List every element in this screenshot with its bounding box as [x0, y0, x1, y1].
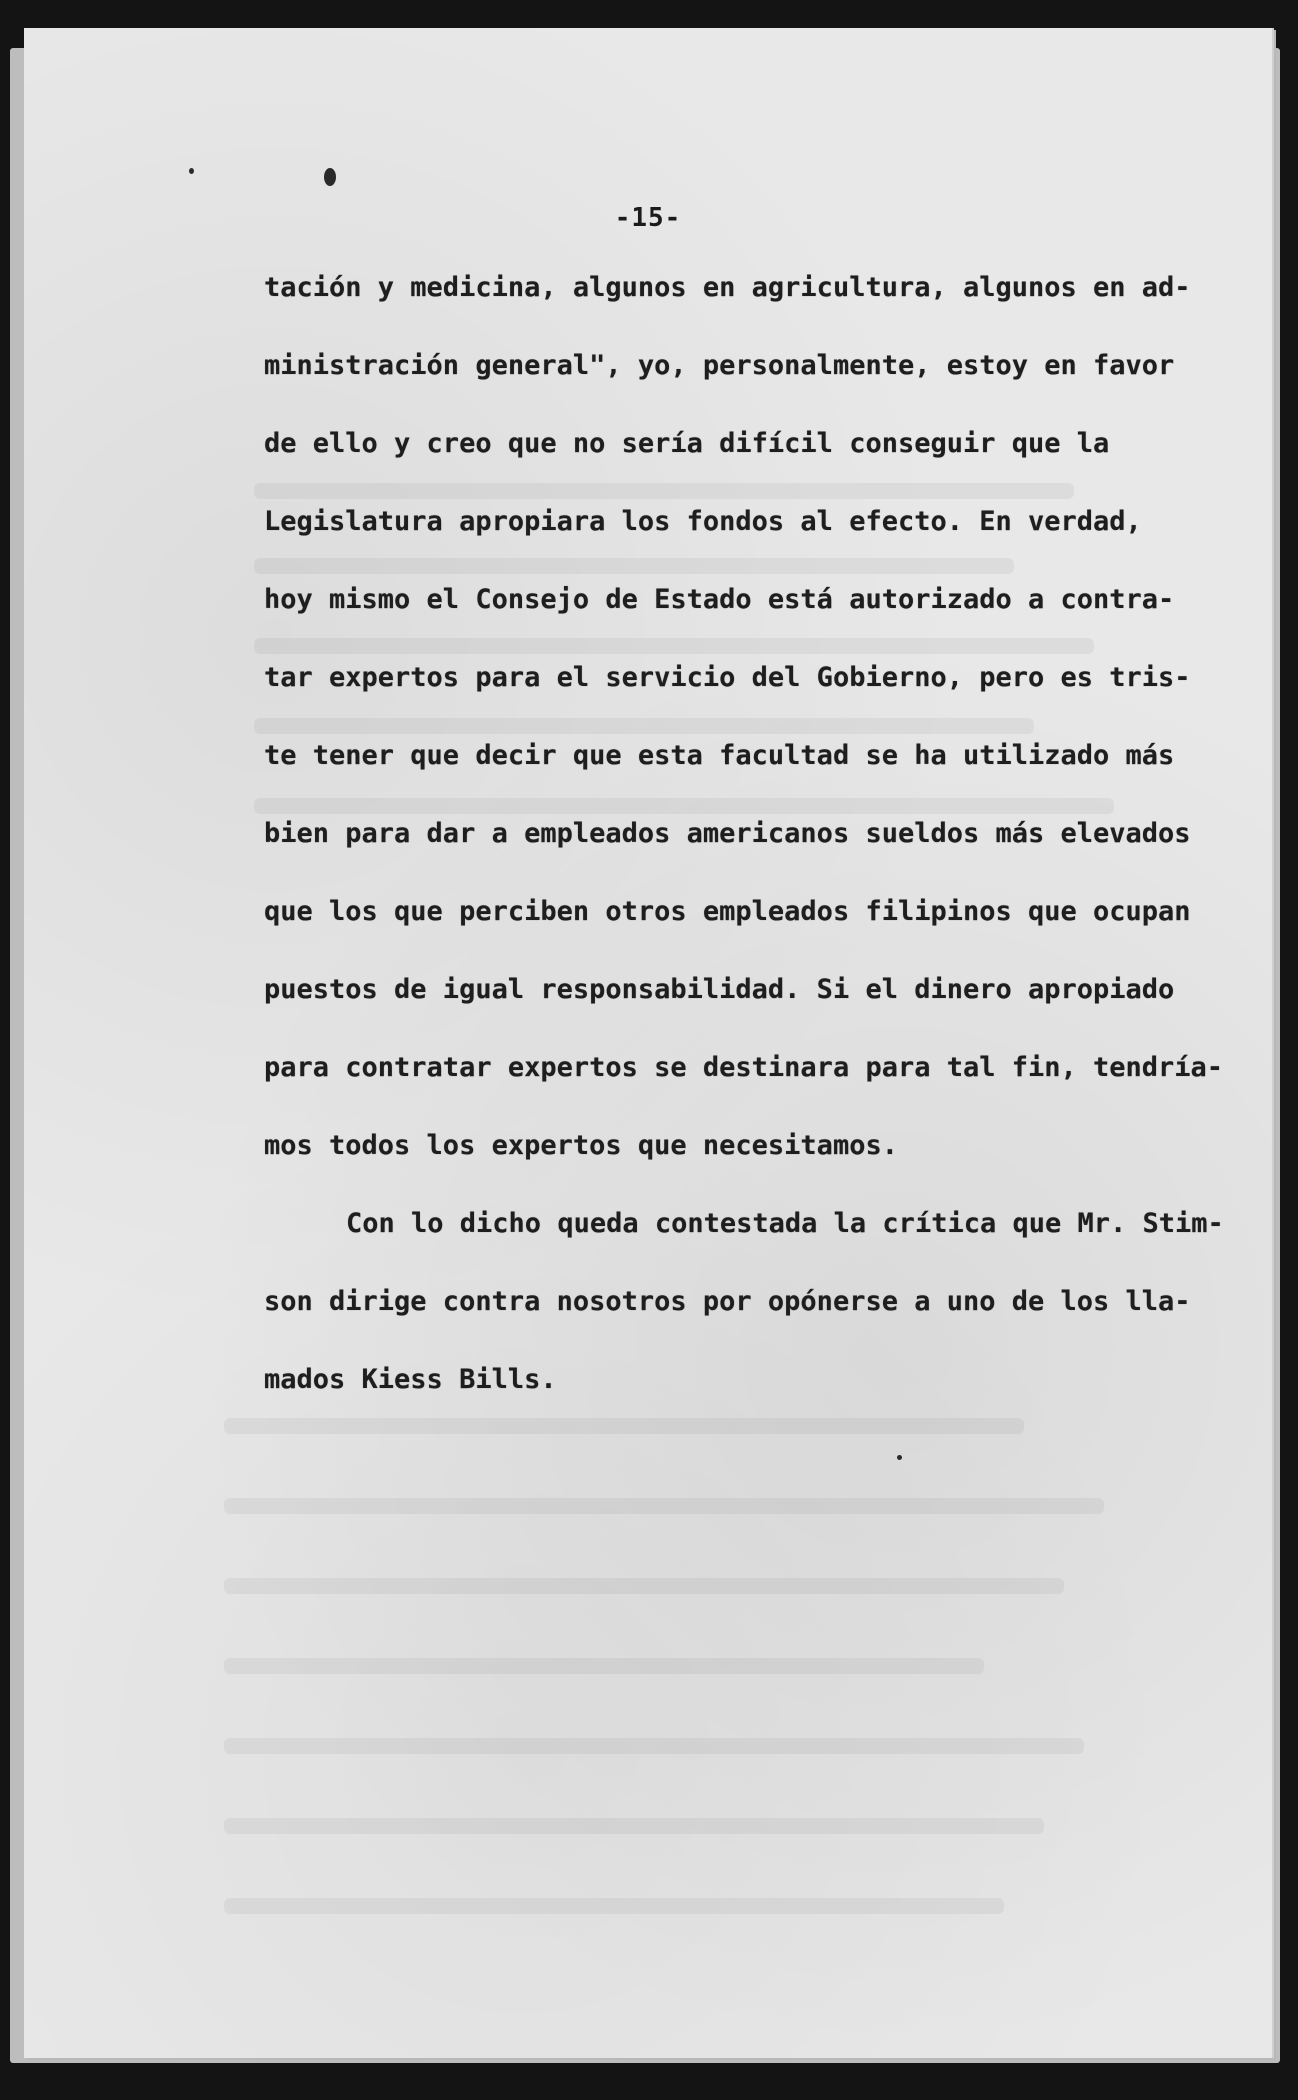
text-line: te tener que decir que esta facultad se ha utilizado más [264, 740, 1175, 771]
text-line: ministración general", yo, personalmente, estoy en favor [264, 350, 1175, 381]
document-page [24, 28, 1272, 2058]
text-line: mos todos los expertos que necesitamos. [264, 1130, 898, 1161]
page-number: -15- [614, 203, 682, 233]
text-line: puestos de igual responsabilidad. Si el dinero apropiado [264, 974, 1175, 1005]
text-line: que los que perciben otros empleados filipinos que ocupan [264, 896, 1191, 927]
text-line: son dirige contra nosotros por opónerse a uno de los lla- [264, 1286, 1191, 1317]
bleed-line [224, 1578, 1064, 1594]
ink-speck [189, 168, 194, 174]
text-line: de ello y creo que no sería difícil conseguir que la [264, 428, 1110, 459]
bleed-line [224, 1738, 1084, 1754]
text-line: para contratar expertos se destinara para tal fin, tendría- [264, 1052, 1224, 1083]
text-line: mados Kiess Bills. [264, 1364, 557, 1395]
bleed-line [224, 1898, 1004, 1914]
text-line: bien para dar a empleados americanos sueldos más elevados [264, 818, 1191, 849]
text-line: tar expertos para el servicio del Gobierno, pero es tris- [264, 662, 1191, 693]
ink-speck [324, 168, 336, 186]
bleed-line [224, 1658, 984, 1674]
bleed-line [224, 1818, 1044, 1834]
body-text [264, 272, 1224, 1443]
ink-speck [897, 1455, 902, 1460]
text-line: Legislatura apropiara los fondos al efecto. En verdad, [264, 506, 1142, 537]
text-line: tación y medicina, algunos en agricultura, algunos en ad- [264, 272, 1191, 303]
bleed-line [224, 1498, 1104, 1514]
paragraph-start-line: Con lo dicho queda contestada la crítica que Mr. Stim- [346, 1208, 1224, 1239]
text-line: hoy mismo el Consejo de Estado está autorizado a contra- [264, 584, 1175, 615]
